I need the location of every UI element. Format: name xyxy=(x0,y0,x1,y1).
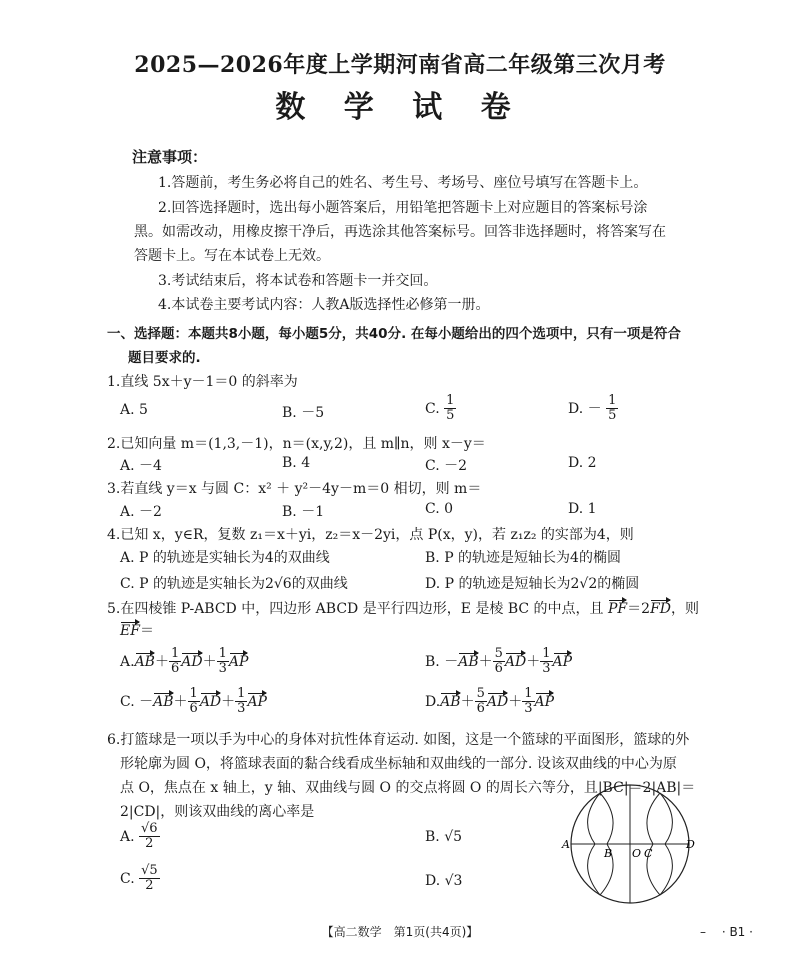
q1-c-fraction xyxy=(444,394,456,424)
plus: ＋ xyxy=(478,653,493,670)
q2-option-a: A. －4 xyxy=(120,458,162,474)
vector-fd: FD xyxy=(650,601,672,617)
fraction xyxy=(235,687,247,717)
fraction xyxy=(217,647,229,677)
question-3-stem: 3.若直线 y＝x 与圆 C：x² ＋ y²－4y－m＝0 相切，则 m＝ xyxy=(107,481,482,497)
q3-option-c: C. 0 xyxy=(425,501,454,517)
section-heading: 一、选择题：本题共8小题，每小题5分，共40分. 在每小题给出的四个选项中，只有一项是符合 xyxy=(107,326,681,342)
vector-ab: AB xyxy=(153,693,174,710)
label-d: D xyxy=(686,838,695,851)
q4-option-b: B. P 的轨迹是短轴长为4的椭圆 xyxy=(425,550,621,566)
q1-c-label: C. xyxy=(425,400,440,417)
numerator: 1 xyxy=(170,646,180,661)
question-6-line: 点 O，焦点在 x 轴上，y 轴、双曲线与圆 O 的交点将圆 O 的周长六等分，且|BC|＝2|AB|＝ xyxy=(120,780,696,796)
notice-item: 黑。如需改动，用橡皮擦干净后，再选涂其他答案标号。回答非选择题时，将答案写在 xyxy=(134,224,666,240)
plus: ＋ xyxy=(526,653,541,670)
exam-title: 2025—2026年度上学期河南省高二年级第三次月考 xyxy=(134,52,666,78)
notice-heading: 注意事项： xyxy=(132,148,208,166)
denominator: 6 xyxy=(170,661,180,677)
q5-stem-text: 5.在四棱锥 P-ABCD 中，四边形 ABCD 是平行四边形，E 是棱 BC 的中点，且 xyxy=(107,601,604,617)
denominator: 3 xyxy=(237,701,246,717)
q1-option-d xyxy=(568,394,618,424)
numerator: 1 xyxy=(446,393,455,408)
helper-left xyxy=(600,793,610,844)
numerator: √6 xyxy=(141,821,158,836)
vector-ad: AD xyxy=(486,693,509,710)
question-6-line: 2|CD|，则该双曲线的离心率是 xyxy=(120,804,315,820)
question-2-stem: 2.已知向量 m＝(1,3,－1)，n＝(x,y,2)，且 m∥n，则 x－y＝ xyxy=(107,436,486,452)
label-o: O xyxy=(632,847,642,860)
q5-stem-end: ，则 xyxy=(671,601,700,617)
section-heading-cont: 题目要求的. xyxy=(128,350,201,366)
question-4-stem: 4.已知 x，y∈R，复数 z₁＝x＋yi，z₂＝x－2yi，点 P(x，y)，若 z₁z₂ 的实部为4，则 xyxy=(107,527,634,543)
q2-option-d: D. 2 xyxy=(568,455,597,471)
vector-ef: EF xyxy=(120,623,140,639)
denominator: 3 xyxy=(524,701,533,717)
fraction xyxy=(475,687,487,717)
q1-d-label: D. － xyxy=(568,400,602,417)
q1-option-a: A. 5 xyxy=(120,402,148,418)
question-6-line: 6.打篮球是一项以手为中心的身体对抗性体育运动. 如图，这是一个篮球的平面图形，篮球的外 xyxy=(107,732,690,748)
vector-pf: PF xyxy=(608,601,628,617)
denominator: 5 xyxy=(608,408,617,424)
vector-ap: AP xyxy=(247,693,267,710)
page-mark: – · B1 · xyxy=(700,925,753,939)
plus: ＋ xyxy=(508,693,523,710)
plus: ＋ xyxy=(202,653,217,670)
numerator: 1 xyxy=(218,646,227,661)
plus: ＋ xyxy=(154,653,169,670)
denominator: 5 xyxy=(446,408,455,424)
numerator: 5 xyxy=(494,646,503,661)
fraction xyxy=(139,864,160,894)
vector-ap: AP xyxy=(552,653,573,670)
denominator: 3 xyxy=(218,661,227,677)
denominator: 6 xyxy=(476,701,485,717)
numerator: 1 xyxy=(524,686,533,701)
denominator: 2 xyxy=(145,836,154,852)
numerator: 1 xyxy=(542,646,551,661)
q3-option-a: A. －2 xyxy=(120,504,162,520)
q2-option-c: C. －2 xyxy=(425,458,468,474)
plus: ＋ xyxy=(173,693,188,710)
vector-ab: AB xyxy=(134,653,155,670)
vector-ad: AD xyxy=(199,693,222,710)
q4-option-d: D. P 的轨迹是短轴长为2√2的椭圆 xyxy=(425,576,640,592)
numerator: 1 xyxy=(189,686,198,701)
numerator: 1 xyxy=(608,393,617,408)
label: A. xyxy=(120,653,135,670)
numerator: 5 xyxy=(476,686,485,701)
denominator: 2 xyxy=(145,878,154,894)
label-b: B xyxy=(604,847,613,860)
fraction xyxy=(169,647,181,677)
q5-option-c xyxy=(120,687,267,717)
q5-option-a xyxy=(120,647,248,677)
plus: ＋ xyxy=(221,693,236,710)
denominator: 6 xyxy=(189,701,198,717)
notice-item: 答题卡上。写在本试卷上无效。 xyxy=(134,248,330,264)
q3-option-d: D. 1 xyxy=(568,501,597,517)
question-5-ef xyxy=(120,620,154,640)
exam-subtitle: 数 学 试 卷 xyxy=(275,90,525,125)
q5-option-d xyxy=(425,687,554,717)
fraction xyxy=(522,687,534,717)
question-5-stem xyxy=(107,598,699,618)
label: C. xyxy=(120,870,135,887)
label: D. xyxy=(425,693,441,710)
vector-ab: AB xyxy=(440,693,461,710)
q4-option-a: A. P 的轨迹是实轴长为4的双曲线 xyxy=(120,550,330,566)
question-6-line: 形轮廓为圆 O，将篮球表面的黏合线看成坐标轴和双曲线的一部分. 设该双曲线的中心为原 xyxy=(120,756,677,772)
vector-ad: AD xyxy=(504,653,527,670)
basketball-figure xyxy=(560,780,700,910)
label: C. － xyxy=(120,693,154,710)
notice-item: 2.回答选择题时，选出每小题答案后，用铅笔把答题卡上对应题目的答案标号涂 xyxy=(158,200,648,216)
vector-ab: AB xyxy=(458,653,479,670)
q5-option-b xyxy=(425,647,572,677)
q6-option-b: B. √5 xyxy=(425,829,463,845)
q5-eq: ＝2 xyxy=(627,601,651,617)
notice-item: 3.考试结束后，将本试卷和答题卡一并交回。 xyxy=(158,273,438,289)
q1-option-c xyxy=(425,394,456,424)
label: B. － xyxy=(425,653,459,670)
denominator: 6 xyxy=(494,661,503,677)
q3-option-b: B. －1 xyxy=(282,504,325,520)
q1-option-b: B. －5 xyxy=(282,405,325,421)
q1-d-fraction xyxy=(606,394,618,424)
notice-item: 1.答题前，考生务必将自己的姓名、考生号、考场号、座位号填写在答题卡上。 xyxy=(158,175,648,191)
q6-option-a xyxy=(120,822,160,852)
label-c: C xyxy=(644,847,653,860)
vector-ad: AD xyxy=(181,653,203,670)
fraction xyxy=(188,687,200,717)
q6-option-d: D. √3 xyxy=(425,873,463,889)
fraction xyxy=(540,647,552,677)
label: A. xyxy=(120,828,135,845)
numerator: √5 xyxy=(141,863,158,878)
fraction xyxy=(493,647,505,677)
q5-ef-eq: ＝ xyxy=(139,623,154,639)
plus: ＋ xyxy=(460,693,475,710)
label-a: A xyxy=(562,838,570,851)
fraction xyxy=(139,822,160,852)
question-1-stem: 1.直线 5x＋y－1＝0 的斜率为 xyxy=(107,374,298,390)
q2-option-b: B. 4 xyxy=(282,455,311,471)
denominator: 3 xyxy=(542,661,551,677)
q6-option-c xyxy=(120,864,160,894)
numerator: 1 xyxy=(237,686,246,701)
page-footer: 【高二数学 第1页(共4页)】 xyxy=(321,925,479,939)
vector-ap: AP xyxy=(534,693,555,710)
notice-item: 4.本试卷主要考试内容：人教A版选择性必修第一册。 xyxy=(158,297,490,313)
vector-ap: AP xyxy=(228,653,249,670)
q4-option-c: C. P 的轨迹是实轴长为2√6的双曲线 xyxy=(120,576,348,592)
